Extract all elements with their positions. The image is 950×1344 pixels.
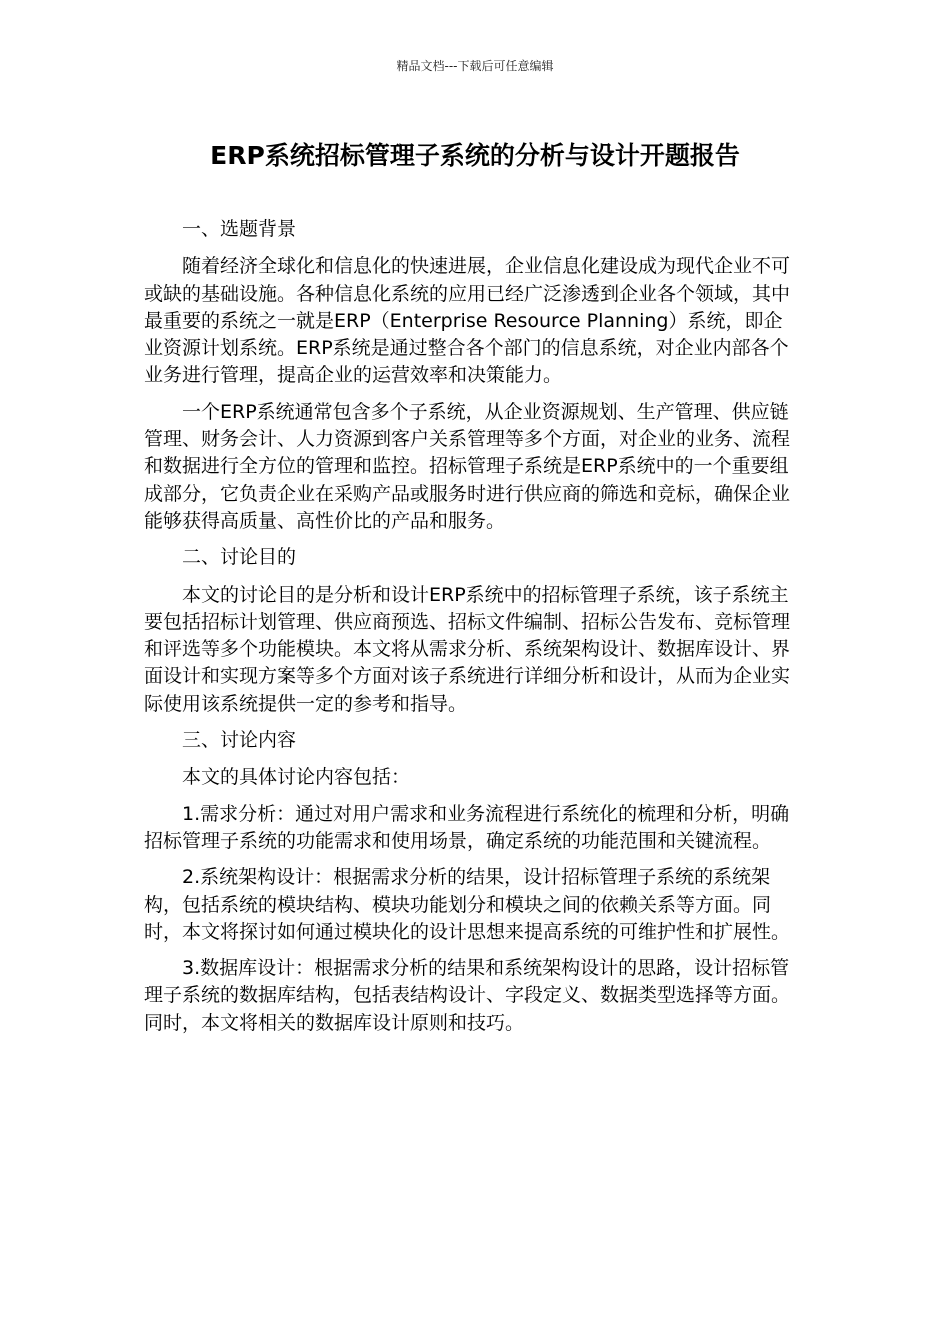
list-item: 1.需求分析：通过对用户需求和业务流程进行系统化的梳理和分析，明确招标管理子系统的功能需求和使用场景，确定系统的功能范围和关键流程。	[144, 802, 790, 852]
paragraph: 本文的具体讨论内容包括：	[182, 766, 411, 789]
paragraph: 一个ERP系统通常包含多个子系统，从企业资源规划、生产管理、供应链管理、财务会计、人力资源到客户关系管理等多个方面，对企业的业务、流程和数据进行全方位的管理和监控。招标管理子系统是ERP系统中的一个重要组成部分，它负责企业在采购产品或服务时进行供应商的筛选和竞标，确保企业能够获得高质量、高性价比的产品和服务。	[144, 400, 791, 532]
section-heading-purpose: 二、讨论目的	[182, 546, 297, 569]
paragraph: 随着经济全球化和信息化的快速进展，企业信息化建设成为现代企业不可或缺的基础设施。各种信息化系统的应用已经广泛渗透到企业各个领域，其中最重要的系统之一就是ERP（Enterprise Resource Planning）系统，即企业资源计划系统。ERP系统是通过整合各个部门的信息系统，对企业内部各个业务进行管理，提高企业的运营效率和决策能力。	[144, 255, 791, 387]
paragraph: 本文的讨论目的是分析和设计ERP系统中的招标管理子系统，该子系统主要包括招标计划管理、供应商预选、招标文件编制、招标公告发布、竞标管理和评选等多个功能模块。本文将从需求分析、系统架构设计、数据库设计、界面设计和实现方案等多个方面对该子系统进行详细分析和设计，从而为企业实际使用该系统提供一定的参考和指导。	[144, 583, 791, 715]
list-item: 3.数据库设计：根据需求分析的结果和系统架构设计的思路，设计招标管理子系统的数据库结构，包括表结构设计、字段定义、数据类型选择等方面。同时，本文将相关的数据库设计原则和技巧。	[144, 957, 791, 1034]
section-heading-background: 一、选题背景	[182, 218, 297, 240]
document-body	[144, 216, 800, 1046]
list-item: 2.系统架构设计：根据需求分析的结果，设计招标管理子系统的系统架构，包括系统的模块结构、模块功能划分和模块之间的依赖关系等方面。同时，本文将探讨如何通过模块化的设计思想来提高系统的可维护性和扩展性。	[144, 866, 791, 943]
section-heading-content: 三、讨论内容	[182, 729, 297, 752]
page-header: 精品文档---下载后可任意编辑	[396, 59, 554, 73]
document-title: ERP系统招标管理子系统的分析与设计开题报告	[210, 141, 740, 170]
